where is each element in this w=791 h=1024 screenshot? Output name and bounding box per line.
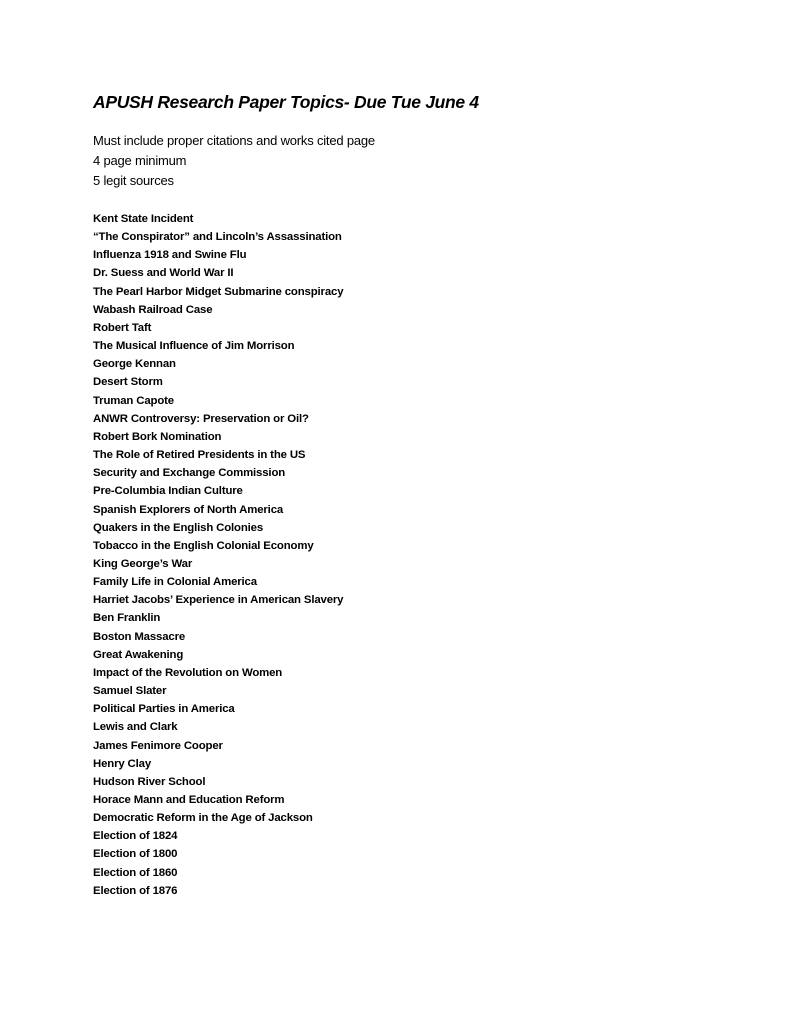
topic-item: Security and Exchange Commission xyxy=(93,467,286,480)
topic-item: Robert Taft xyxy=(93,321,152,334)
requirement-item: Must include proper citations and works cited page xyxy=(93,133,375,148)
topic-item: Quakers in the English Colonies xyxy=(93,521,264,534)
topic-item: James Fenimore Cooper xyxy=(93,739,223,752)
requirement-item: 5 legit sources xyxy=(93,173,174,188)
topic-item: Tobacco in the English Colonial Economy xyxy=(93,539,314,552)
topic-item: Influenza 1918 and Swine Flu xyxy=(93,249,247,262)
topic-item: The Musical Influence of Jim Morrison xyxy=(93,340,295,353)
topic-item: Pre-Columbia Indian Culture xyxy=(93,485,243,498)
topic-item: Political Parties in America xyxy=(93,703,235,716)
topic-item: Dr. Suess and World War II xyxy=(93,267,234,280)
topic-item: Robert Bork Nomination xyxy=(93,430,222,443)
topic-item: Truman Capote xyxy=(93,394,174,407)
requirement-item: 4 page minimum xyxy=(93,153,187,168)
topic-item: Wabash Railroad Case xyxy=(93,303,213,316)
topic-item: Samuel Slater xyxy=(93,685,167,698)
topic-item: George Kennan xyxy=(93,358,176,371)
topic-item: Election of 1876 xyxy=(93,884,178,897)
topic-item: Impact of the Revolution on Women xyxy=(93,666,283,679)
topic-item: King George’s War xyxy=(93,557,193,570)
topic-item: Henry Clay xyxy=(93,757,152,770)
topic-item: Election of 1860 xyxy=(93,866,178,879)
topic-item: Democratic Reform in the Age of Jackson xyxy=(93,812,313,825)
topic-item: “The Conspirator” and Lincoln’s Assassination xyxy=(93,231,342,244)
topic-item: Family Life in Colonial America xyxy=(93,576,257,589)
topic-item: Harriet Jacobs’ Experience in American Slavery xyxy=(93,594,344,607)
requirements-list xyxy=(93,131,375,191)
topic-item: Ben Franklin xyxy=(93,612,161,625)
topics-list xyxy=(93,210,343,900)
topic-item: Great Awakening xyxy=(93,648,184,661)
topic-item: Horace Mann and Education Reform xyxy=(93,794,285,806)
topic-item: The Role of Retired Presidents in the US xyxy=(93,449,306,462)
topic-item: Kent State Incident xyxy=(93,213,194,225)
topic-item: Election of 1800 xyxy=(93,848,178,861)
topic-item: Election of 1824 xyxy=(93,830,178,843)
topic-item: Spanish Explorers of North America xyxy=(93,503,284,516)
topic-item: The Pearl Harbor Midget Submarine conspiracy xyxy=(93,285,344,298)
topic-item: ANWR Controversy: Preservation or Oil? xyxy=(93,412,309,425)
topic-item: Lewis and Clark xyxy=(93,721,178,734)
document-title: APUSH Research Paper Topics- Due Tue June 4 xyxy=(93,92,479,112)
topic-item: Hudson River School xyxy=(93,775,206,788)
topic-item: Boston Massacre xyxy=(93,630,186,643)
topic-item: Desert Storm xyxy=(93,376,163,389)
